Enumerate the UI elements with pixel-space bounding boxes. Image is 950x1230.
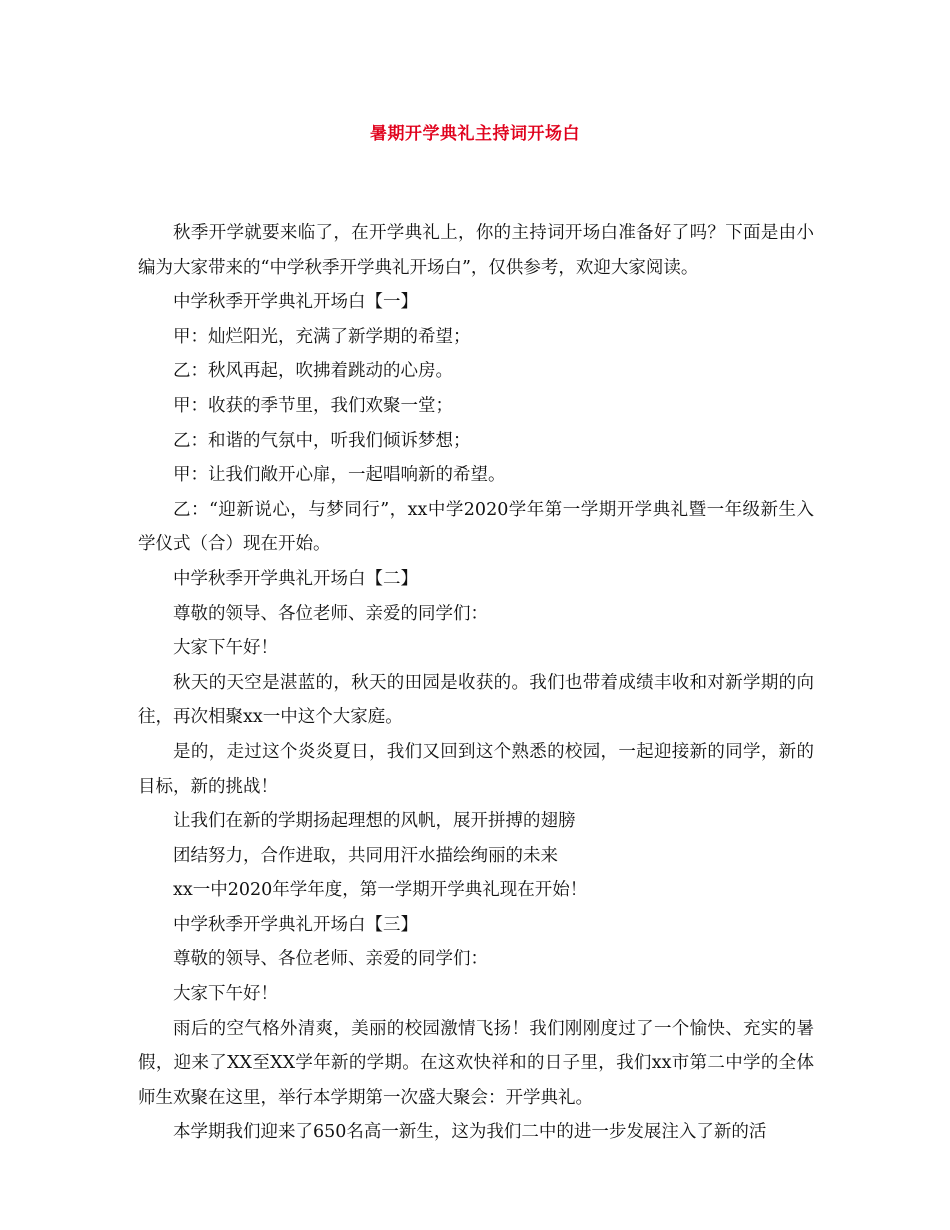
dialogue-line: 乙：秋风再起，吹拂着跳动的心房。 bbox=[173, 361, 453, 382]
dialogue-line: 甲：收获的季节里，我们欢聚一堂； bbox=[173, 395, 453, 416]
dialogue-line: 甲：灿烂阳光，充满了新学期的希望； bbox=[173, 326, 471, 347]
paragraph: 让我们在新的学期扬起理想的风帆，展开拼搏的翅膀 bbox=[173, 811, 576, 832]
paragraph: 团结努力，合作进取，共同用汗水描绘绚丽的未来 bbox=[173, 845, 558, 866]
dialogue-line: 甲：让我们敞开心扉，一起唱响新的希望。 bbox=[173, 465, 506, 486]
section-heading: 中学秋季开学典礼开场白【二】 bbox=[173, 568, 418, 589]
document-body bbox=[138, 216, 814, 1150]
paragraph: xx一中2020年学年度，第一学期开学典礼现在开始！ bbox=[173, 880, 588, 901]
paragraph: 尊敬的领导、各位老师、亲爱的同学们： bbox=[173, 949, 488, 970]
section-heading: 中学秋季开学典礼开场白【三】 bbox=[173, 914, 418, 935]
document-title: 暑期开学典礼主持词开场白 bbox=[370, 124, 580, 144]
paragraph: 大家下午好！ bbox=[173, 984, 278, 1005]
paragraph: 是的，走过这个炎炎夏日，我们又回到这个熟悉的校园，一起迎接新的同学，新的目标，新的挑战！ bbox=[138, 741, 814, 797]
paragraph: 尊敬的领导、各位老师、亲爱的同学们： bbox=[173, 603, 488, 624]
section-heading: 中学秋季开学典礼开场白【一】 bbox=[173, 292, 418, 313]
paragraph: 本学期我们迎来了650名高一新生，这为我们二中的进一步发展注入了新的活 bbox=[173, 1122, 767, 1143]
dialogue-line: 乙：和谐的气氛中，听我们倾诉梦想； bbox=[173, 430, 471, 451]
paragraph: 雨后的空气格外清爽，美丽的校园激情飞扬！我们刚刚度过了一个愉快、充实的暑假，迎来了XX至XX学年新的学期。在这欢快祥和的日子里，我们xx市第二中学的全体师生欢聚在这里，举行本学期第一次盛大聚会：开学典礼。 bbox=[138, 1018, 814, 1108]
dialogue-line: 乙：“迎新说心，与梦同行”，xx中学2020学年第一学期开学典礼暨一年级新生入学仪式（合）现在开始。 bbox=[138, 499, 814, 555]
paragraph: 大家下午好！ bbox=[173, 638, 278, 659]
paragraph: 秋天的天空是湛蓝的，秋天的田园是收获的。我们也带着成绩丰收和对新学期的向往，再次相聚xx一中这个大家庭。 bbox=[138, 672, 814, 728]
paragraph: 秋季开学就要来临了，在开学典礼上，你的主持词开场白准备好了吗？下面是由小编为大家带来的“中学秋季开学典礼开场白”，仅供参考，欢迎大家阅读。 bbox=[138, 223, 814, 278]
